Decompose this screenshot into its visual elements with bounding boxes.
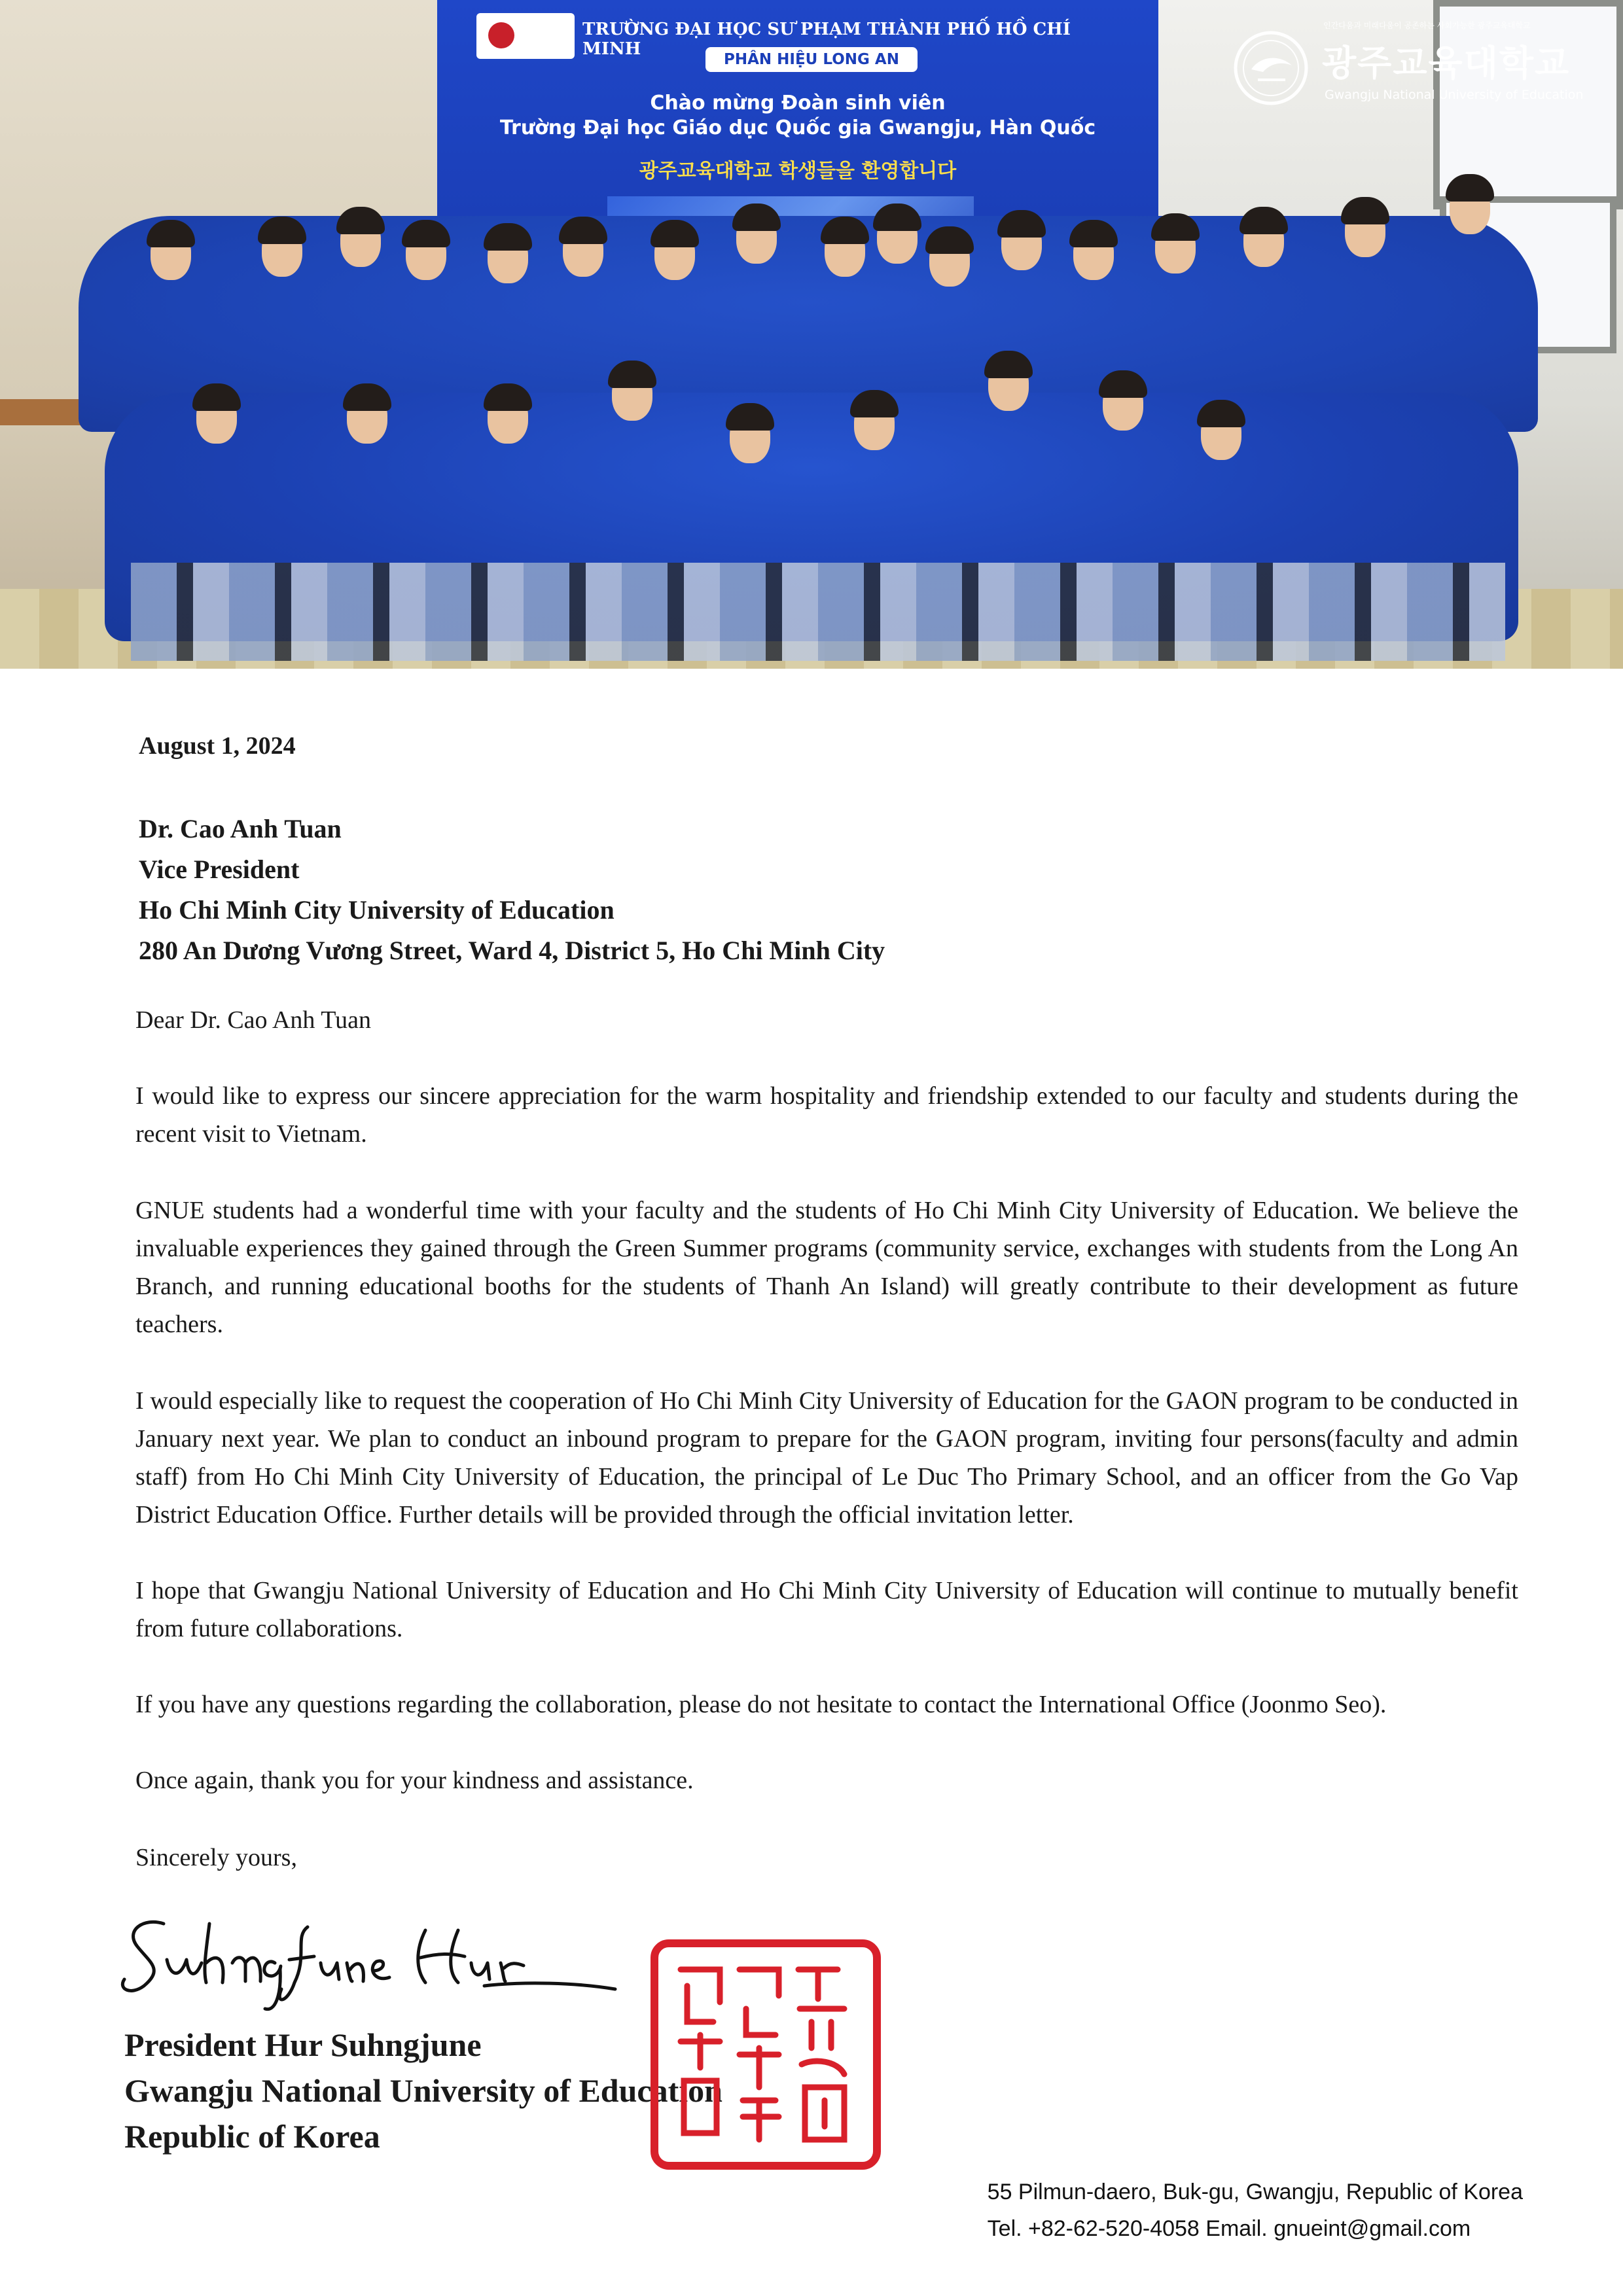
photo-table xyxy=(0,399,85,425)
person-face xyxy=(196,393,237,444)
recipient-institution: Ho Chi Minh City University of Education xyxy=(139,895,615,925)
person-face xyxy=(1243,216,1284,267)
banner-welcome-line1: Chào mừng Đoàn sinh viên xyxy=(650,92,946,115)
person-face xyxy=(1155,222,1196,274)
banner-branch: PHÂN HIỆU LONG AN xyxy=(705,47,918,72)
person-face xyxy=(877,213,918,264)
banner-university: TRƯỜNG ĐẠI HỌC SƯ PHẠM THÀNH PHỐ HỒ CHÍ MINH xyxy=(582,20,1071,59)
person-face xyxy=(488,393,528,444)
body-paragraph: GNUE students had a wonderful time with your faculty and the students of Ho Chi Minh City University of Education. We believe the invaluable experiences they gained through the Green Summer programs (community service, exchanges with students from the Long An Branch, and running educational booths for the students of Thanh An Island) will greatly contribute to their development as future teachers. xyxy=(135,1197,1518,1338)
body-paragraph: Once again, thank you for your kindness and assistance. xyxy=(135,1767,694,1794)
logo-english-name: Gwangju National University of Education xyxy=(1325,88,1584,102)
banner-welcome-korean: 광주교육대학교 학생들을 환영합니다 xyxy=(639,160,957,183)
salutation: Dear Dr. Cao Anh Tuan xyxy=(135,1006,371,1034)
body-paragraph: I would like to express our sincere appreciation for the warm hospitality and friendship extended to our faculty and students during the recent visit to Vietnam. xyxy=(135,1082,1518,1148)
body-paragraph: If you have any questions regarding the collaboration, please do not hesitate to contact the International Office (Joonmo Seo). xyxy=(135,1691,1387,1718)
banner-welcome-line2: Trường Đại học Giáo dục Quốc gia Gwangju, Hàn Quốc xyxy=(499,116,1096,139)
logo-korean-name: 광주교육대학교 xyxy=(1322,43,1571,84)
person-face xyxy=(612,370,652,421)
footer-address: 55 Pilmun-daero, Buk-gu, Gwangju, Republic of Korea xyxy=(987,2180,1523,2204)
person-face xyxy=(1450,183,1490,234)
person-face xyxy=(730,412,770,463)
recipient-title: Vice President xyxy=(139,855,300,884)
person-face xyxy=(854,399,895,450)
recipient-block xyxy=(139,809,885,971)
recipient-address: 280 An Dương Vương Street, Ward 4, District 5, Ho Chi Minh City xyxy=(139,936,885,965)
footer-contact xyxy=(988,2174,1523,2247)
person-face xyxy=(1001,219,1042,270)
handwritten-signature xyxy=(118,1898,641,2028)
person-face xyxy=(262,226,302,277)
person-face xyxy=(988,360,1029,411)
person-face xyxy=(563,226,603,277)
person-face xyxy=(1103,380,1143,431)
signer-institution: Gwangju National University of Education xyxy=(124,2072,722,2109)
signer-country: Republic of Korea xyxy=(124,2118,380,2155)
closing: Sincerely yours, xyxy=(135,1844,297,1871)
person-face xyxy=(151,229,191,280)
banner-logo-icon xyxy=(476,13,575,59)
footer-phone-email: Tel. +82-62-520-4058 Email. gnueint@gmail.com xyxy=(987,2216,1471,2241)
signer-block xyxy=(124,2022,722,2159)
person-face xyxy=(340,216,381,267)
person-face xyxy=(1073,229,1114,280)
signer-title: President Hur Suhngjune xyxy=(124,2026,482,2063)
person-face xyxy=(406,229,446,280)
person-face xyxy=(1201,409,1241,460)
recipient-name: Dr. Cao Anh Tuan xyxy=(139,814,342,843)
gnue-emblem-icon xyxy=(1232,29,1310,107)
person-face xyxy=(825,226,865,277)
letter-date: August 1, 2024 xyxy=(139,732,296,760)
person-face xyxy=(488,232,528,283)
logo-tagline: 인간다움과 미래다움이 공존하는 사회가능한 광주교육대학교 xyxy=(1323,21,1531,30)
body-paragraph: I would especially like to request the cooperation of Ho Chi Minh City University of Education for the GAON program to be conducted in January next year. We plan to conduct an inbound program to prepare for the GAON program, inviting four persons(faculty and admin staff) from Ho Chi Minh City University of Education, the principal of Le Duc Tho Primary School, and an officer from the Go Vap District Education Office. Further details will be provided through the official invitation letter. xyxy=(135,1387,1518,1528)
person-face xyxy=(347,393,387,444)
person-face xyxy=(654,229,695,280)
official-seal-stamp xyxy=(648,1937,883,2172)
person-face xyxy=(736,213,777,264)
person-face xyxy=(1345,206,1385,257)
header-photo xyxy=(0,0,1623,669)
person-face xyxy=(929,236,970,287)
body-paragraph: I hope that Gwangju National University of Education and Ho Chi Minh City University of Education will continue to mutually benefit from future collaborations. xyxy=(135,1577,1518,1642)
group-legs xyxy=(131,563,1505,661)
